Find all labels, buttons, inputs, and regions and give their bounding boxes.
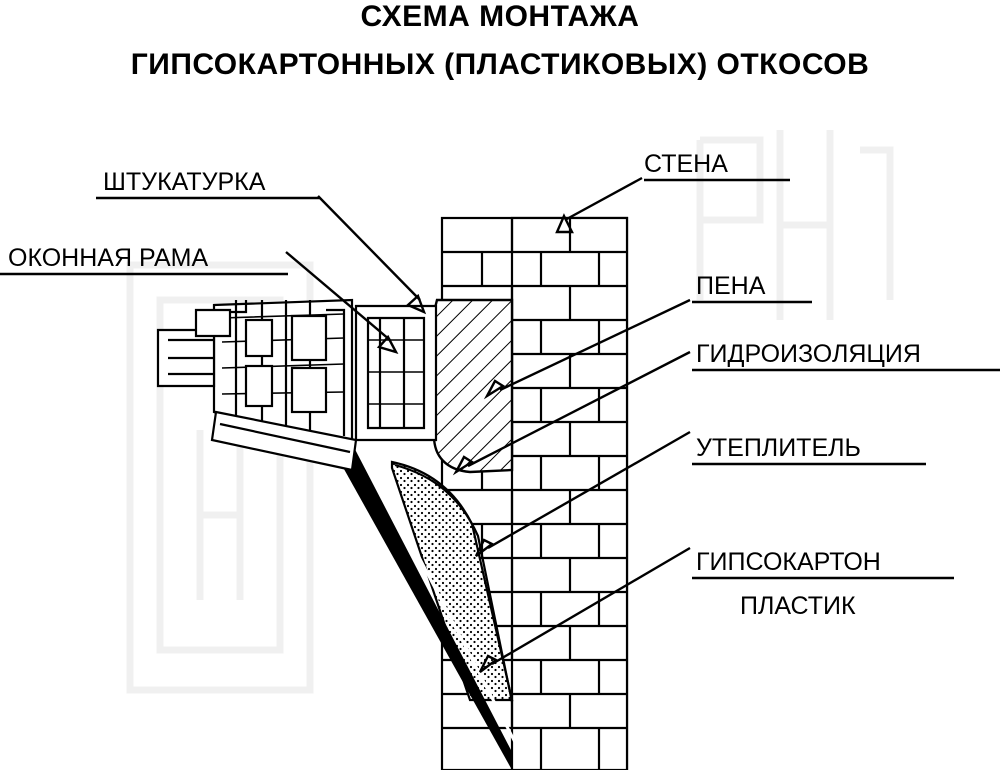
label-foam: ПЕНА: [696, 272, 766, 300]
title-line-1: СХЕМА МОНТАЖА: [360, 0, 640, 33]
label-wall: СТЕНА: [644, 150, 728, 178]
label-waterproofing: ГИДРОИЗОЛЯЦИЯ: [696, 340, 921, 368]
label-insulation: УТЕПЛИТЕЛЬ: [696, 434, 861, 462]
label-plaster: ШТУКАТУРКА: [103, 168, 266, 196]
foam-layer: [432, 300, 512, 472]
label-window-frame: ОКОННАЯ РАМА: [8, 244, 209, 272]
title-line-2: ГИПСОКАРТОННЫХ (ПЛАСТИКОВЫХ) ОТКОСОВ: [130, 48, 870, 81]
label-plastic: ПЛАСТИК: [740, 592, 856, 620]
label-drywall: ГИПСОКАРТОН: [696, 548, 881, 576]
